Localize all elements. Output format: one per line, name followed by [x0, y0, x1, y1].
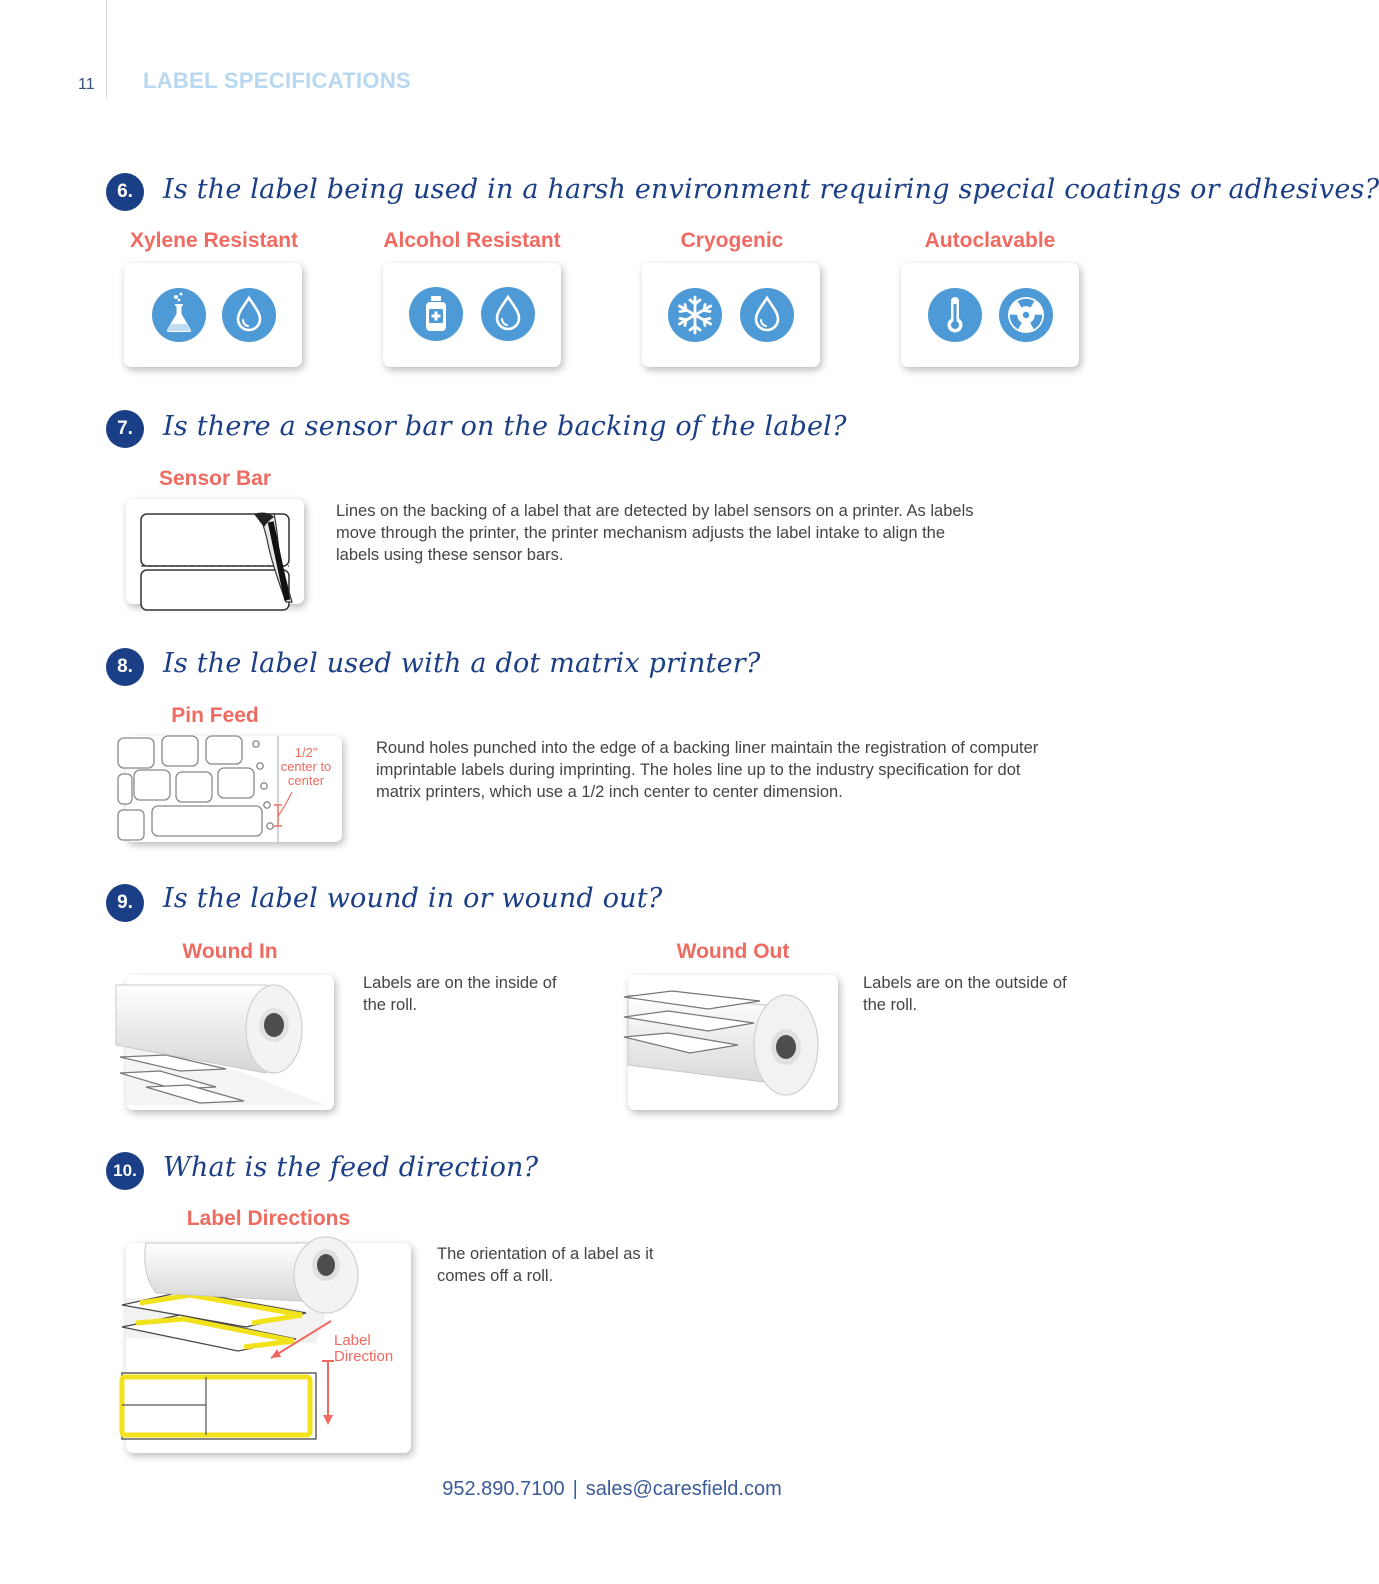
- thermometer-icon: [928, 288, 982, 342]
- pin-feed-title: Pin Feed: [171, 704, 259, 727]
- option-cryogenic-label: Cryogenic: [680, 229, 784, 252]
- cryogenic-card: [642, 263, 820, 367]
- question-9-number: 9.: [106, 884, 144, 922]
- droplet-icon: [740, 288, 794, 342]
- label-directions-description: The orientation of a label as it comes off a roll.: [437, 1245, 654, 1285]
- bottle-icon: [409, 287, 463, 341]
- radiation-icon: [999, 288, 1053, 342]
- sensor-bar-image: [126, 499, 304, 604]
- header-divider: [106, 0, 107, 98]
- pin-feed-image: [126, 736, 342, 842]
- droplet-icon: [481, 287, 535, 341]
- pin-feed-annotation-line1: 1/2”: [294, 745, 318, 760]
- sensor-bar-description: Lines on the backing of a label that are detected by label sensors on a printer. As labels move through the printer, the printer mechanism adjusts the label intake to align the labels using these sensor bars.: [336, 502, 974, 564]
- question-6-text: Is the label being used in a harsh environment requiring special coatings or adhesives?: [163, 174, 1379, 205]
- footer-email[interactable]: sales@caresfield.com: [585, 1478, 782, 1500]
- pin-feed-description: Round holes punched into the edge of a backing liner maintain the registration of computer imprintable labels during imprinting. The holes line up to the industry specification for dot matrix printers, which use a 1/2 inch center to center dimension.: [376, 739, 1039, 801]
- footer-phone[interactable]: 952.890.7100: [442, 1478, 565, 1500]
- wound-out-description: Labels are on the outside of the roll.: [863, 974, 1067, 1014]
- option-autoclavable-label: Autoclavable: [924, 229, 1056, 252]
- label-direction-annotation-line1: Label: [334, 1332, 371, 1349]
- wound-out-image: [628, 975, 838, 1110]
- xylene-resistant-card: [124, 263, 302, 367]
- snowflake-icon: [668, 288, 722, 342]
- flask-icon: [152, 288, 206, 342]
- option-xylene-resistant-label: Xylene Resistant: [129, 229, 299, 252]
- wound-out-title: Wound Out: [676, 940, 790, 963]
- wound-in-title: Wound In: [182, 940, 278, 963]
- sensor-bar-title: Sensor Bar: [158, 467, 272, 490]
- autoclavable-card: [901, 263, 1079, 367]
- question-10-text: What is the feed direction?: [163, 1152, 539, 1183]
- question-7-text: Is there a sensor bar on the backing of the label?: [163, 411, 847, 442]
- pin-feed-annotation-line2: center to: [280, 759, 332, 774]
- wound-in-description: Labels are on the inside of the roll.: [363, 974, 557, 1014]
- pin-feed-annotation-line3: center: [287, 773, 325, 788]
- question-9-text: Is the label wound in or wound out?: [163, 883, 663, 914]
- question-8-text: Is the label used with a dot matrix printer?: [163, 648, 761, 679]
- alcohol-resistant-card: [383, 263, 561, 367]
- footer-separator: |: [572, 1478, 578, 1500]
- option-alcohol-resistant-label: Alcohol Resistant: [383, 229, 561, 252]
- footer-contact: [0, 1478, 1224, 1501]
- wound-in-image: [126, 975, 334, 1110]
- question-6-number: 6.: [106, 173, 144, 211]
- page-number: 11: [78, 76, 95, 93]
- question-8-number: 8.: [106, 648, 144, 686]
- question-10-number: 10.: [106, 1152, 144, 1190]
- label-directions-title: Label Directions: [186, 1207, 351, 1230]
- label-direction-annotation-line2: Direction: [334, 1348, 394, 1365]
- label-directions-image: [126, 1243, 411, 1453]
- droplet-icon: [222, 288, 276, 342]
- page-header-title: LABEL SPECIFICATIONS: [143, 68, 411, 93]
- question-7-number: 7.: [106, 410, 144, 448]
